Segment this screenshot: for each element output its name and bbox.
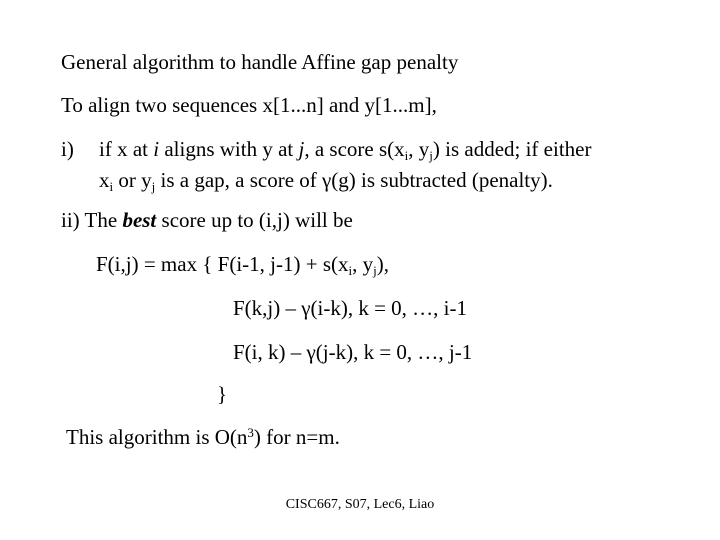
- item-i-text: if x at: [99, 137, 154, 161]
- formula-text: , y: [352, 252, 374, 276]
- item-ii-text: score up to (i,j) will be: [156, 208, 353, 232]
- item-i-text: is a gap, a score of γ(g) is subtracted (penalty).: [155, 168, 553, 192]
- index-i: i: [153, 137, 160, 161]
- complexity-text: This algorithm is O(n: [66, 425, 248, 449]
- item-i-line-2: [99, 168, 553, 192]
- item-i-text: , y: [408, 137, 430, 161]
- formula-text: ),: [376, 252, 389, 276]
- item-i-text: or y: [113, 168, 152, 192]
- item-i-text: x: [99, 168, 110, 192]
- slide-title: General algorithm to handle Affine gap penalty: [61, 50, 459, 74]
- slide-footer: CISC667, S07, Lec6, Liao: [285, 497, 435, 512]
- complexity-text: ) for n=m.: [253, 425, 340, 449]
- formula-text: F(i,j) = max { F(i-1, j-1) + s(x: [96, 252, 349, 276]
- subscript-i: i: [109, 179, 114, 194]
- item-ii: [61, 208, 353, 232]
- item-ii-text: ii) The: [61, 208, 123, 232]
- item-i-line-1: [99, 137, 591, 161]
- formula-closing-brace: }: [217, 382, 228, 406]
- subscript-j: j: [373, 263, 377, 278]
- item-i-marker: i): [61, 137, 74, 161]
- subscript-j: j: [151, 179, 156, 194]
- superscript-3: 3: [247, 425, 254, 440]
- subscript-j: j: [429, 148, 433, 163]
- complexity-statement: [66, 425, 340, 449]
- item-i-text: ) is added; if either: [432, 137, 592, 161]
- index-j: j: [298, 137, 305, 161]
- formula-line-1: [96, 252, 389, 276]
- best-emphasis: best: [122, 208, 157, 232]
- intro-text: To align two sequences x[1...n] and y[1...m],: [61, 93, 437, 117]
- subscript-i: i: [348, 263, 353, 278]
- formula-line-3: F(i, k) – γ(j-k), k = 0, …, j-1: [233, 340, 473, 364]
- item-i-text: aligns with y at: [159, 137, 299, 161]
- subscript-i: i: [404, 148, 409, 163]
- formula-line-2: F(k,j) – γ(i-k), k = 0, …, i-1: [233, 296, 468, 320]
- item-i-text: , a score s(x: [304, 137, 405, 161]
